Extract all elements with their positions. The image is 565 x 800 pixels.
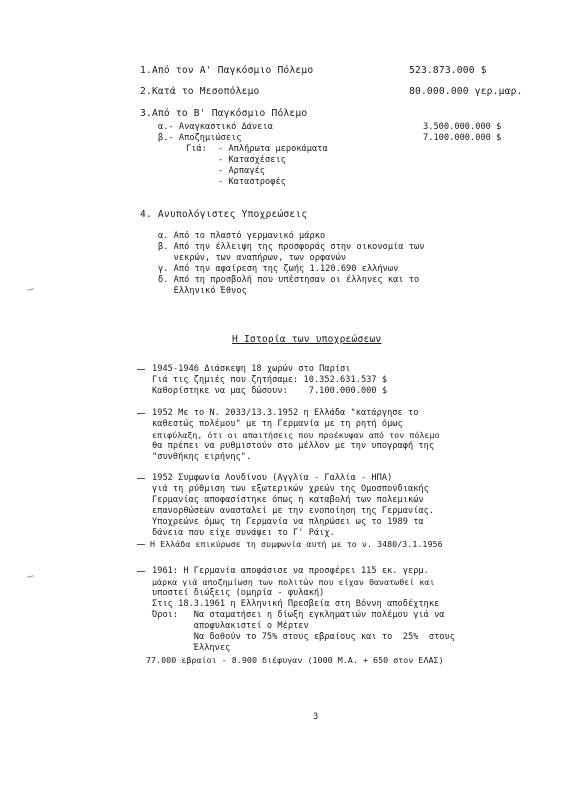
history-p3-line: επανορθώσεων ανασταλεί με την ενοποίηση της Γερμανίας. bbox=[152, 506, 435, 516]
scan-mark bbox=[27, 288, 34, 290]
section-1-amount: 523.873.000 $ bbox=[409, 65, 487, 76]
section-4-line: νεκρών, των αναπήρων, των ορφανών bbox=[158, 253, 347, 263]
history-p2-line: "συνθήκης ειρήνης". bbox=[152, 452, 252, 462]
bullet-dash bbox=[137, 478, 145, 479]
history-p1-line: Γιά τις ζημιές που ζητήσαμε: 10.352.631.537 $ bbox=[152, 375, 388, 385]
section-4-line: β. Από την έλλειψη της προσφοράς στην οικονομία των bbox=[158, 242, 425, 252]
section-4-line: Ελληνικό Έθνος bbox=[158, 286, 247, 296]
history-p4-line: Στις 18.3.1961 η Ελληνική Πρεσβεία στη Βόννη αποδέχτηκε bbox=[152, 599, 440, 609]
bullet-dash bbox=[137, 544, 145, 545]
ww2-reparations-amount: 7.100.000.000 $ bbox=[423, 133, 502, 143]
history-p3-line: Υποχρεώνε όμως τη Γερμανία να πληρώσει ως το 1989 τα bbox=[152, 517, 424, 527]
bullet-dash bbox=[137, 571, 145, 572]
history-p2-line: θα πρέπει να ρυθμιστούν στο μέλλον με την υπογραφή της bbox=[152, 441, 435, 451]
history-p4-line: 1961: Η Γερμανία αποφάσισε να προσφέρει 115 εκ. γερμ. bbox=[152, 566, 429, 576]
section-4-title: 4. Ανυπολόγιστες Υποχρεώσεις bbox=[140, 209, 308, 220]
history-p4-last-line: 77.000 εβραίοι - 8.900 διέφυγαν (1000 Μ.Α. + 650 στον ΕΛΑΣ) bbox=[146, 655, 444, 665]
history-p2-line: 1952 Με το Ν. 2033/13.3.1952 η Ελλάδα "κατάργησε το bbox=[152, 408, 419, 418]
ww2-item: - Απλήρωτα μεροκάματα bbox=[218, 144, 328, 154]
history-p2-line: επιφύλαξη, ότι οι απαιτήσεις που προέκυψαν από τον πόλεμο bbox=[152, 430, 440, 440]
section-2-amount: 80.000.000 γερ.μαρ. bbox=[409, 86, 523, 97]
section-2-label: 2.Κατά το Μεσοπόλεμο bbox=[140, 86, 260, 97]
section-3-label: 3.Από το Β' Παγκόσμιο Πόλεμο bbox=[140, 108, 308, 119]
history-p3-line: 1952 Συμφωνία Λονδίνου (Αγγλία - Γαλλία - ΗΠΑ) bbox=[152, 473, 393, 483]
history-p4-line: αποφυλακιστεί ο Μέρτεν bbox=[152, 621, 309, 631]
section-4-line: α. Από το πλαστό γερμανικό μάρκο bbox=[158, 231, 326, 241]
bullet-dash bbox=[137, 413, 145, 414]
section-4-line: γ. Από την αφαίρεση της ζωής 1.120.690 ελλήνων bbox=[158, 264, 399, 274]
history-p4-line: Έλληνες bbox=[152, 643, 231, 653]
history-p1-line: 1945-1946 Διάσκεψη 18 χωρών στο Παρίσι bbox=[152, 364, 351, 374]
history-p3-line: γιά τη ρύθμιση των εξωτερικών χρεών της Ομοσπονδιακής bbox=[152, 484, 429, 494]
page-number: 3 bbox=[313, 712, 319, 722]
history-p3-line: Γερμανίας αποφασίστηκε όπως η καταβολή των πολεμικών bbox=[152, 495, 424, 505]
history-p1-line: Καθορίστηκε να μας δώσουν: 7.100.000.000 $ bbox=[152, 386, 388, 396]
history-p3-line: δάνεια που είχε συνάψει το Γ' Ράιχ. bbox=[152, 528, 335, 538]
ww2-item: - Αρπαγές bbox=[218, 166, 266, 176]
scan-mark bbox=[27, 575, 34, 577]
history-p4-line: Όροι: Να σταματήσει η δίωξη εγκληματιών πολέμου γιά να bbox=[152, 610, 445, 620]
ww2-reparations-label: β.- Αποζημιώσεις bbox=[158, 133, 242, 143]
ww2-loans-label: α.- Αναγκαστικό Δάνεια bbox=[158, 122, 273, 132]
history-p4-line: μάρκα γιά αποζημίωση των πολιτών που είχαν θανατωθεί και bbox=[152, 577, 435, 587]
ww2-loans-amount: 3.500.000.000 $ bbox=[423, 122, 502, 132]
history-p4-line: Να δοθούν το 75% στους εβραίους και το 25% στους bbox=[152, 632, 455, 642]
history-p2-line: καθεστώς πολέμου" με τη Γερμανία με τη ρητή όμως bbox=[152, 419, 403, 429]
ww2-for-label: Γιά: bbox=[186, 144, 207, 154]
history-p4-line: υποστεί διώξεις (ομηρία - φυλακή) bbox=[152, 588, 325, 598]
section-4-line: δ. Από τη προσβολή που υπέστησαν οι έλληνες και το bbox=[158, 275, 420, 285]
section-1-label: 1.Από τον Α' Παγκόσμιο Πόλεμο bbox=[140, 65, 314, 76]
bullet-dash bbox=[137, 369, 145, 370]
ww2-item: - Καταστροφές bbox=[218, 177, 286, 187]
ww2-item: - Κατασχέσεις bbox=[218, 155, 286, 165]
history-p3b-line: Η Ελλάδα επικύρωσε τη συμφωνία αυτή με το ν. 3480/3.1.1956 bbox=[150, 539, 443, 549]
history-title: Η Ιστορία των υποχρεώσεων bbox=[232, 334, 382, 345]
